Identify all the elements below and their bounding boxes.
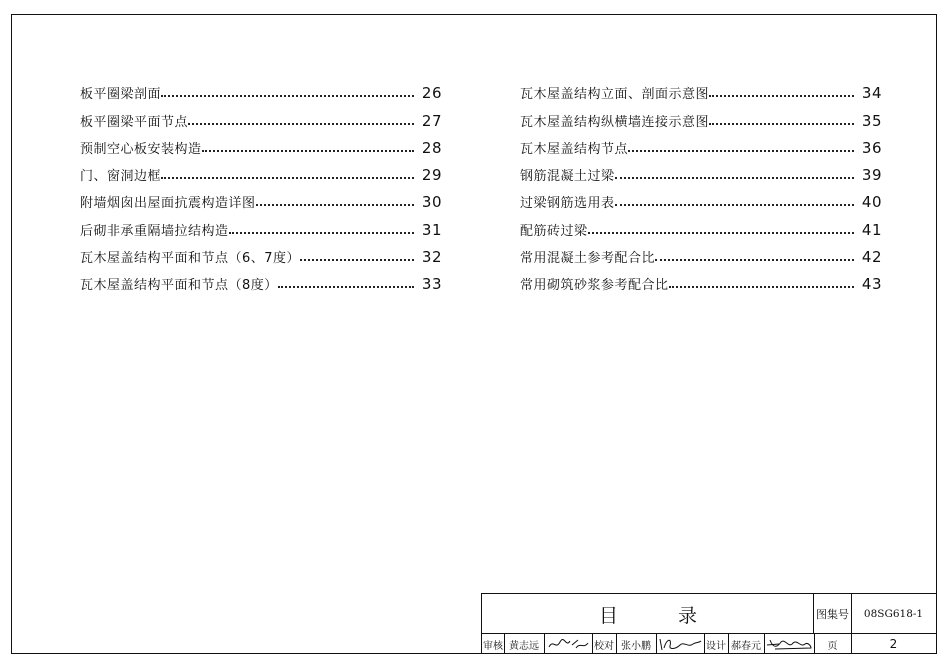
- designer-name: 郝春元: [731, 640, 761, 652]
- toc-leader-dots: [278, 286, 414, 288]
- toc-entry-title: 板平圈梁剖面: [80, 87, 162, 103]
- toc-entry-page: 27: [421, 111, 442, 130]
- title-block-atlas: [814, 594, 936, 634]
- page-number: 2: [889, 637, 898, 651]
- toc-leader-dots: [229, 232, 414, 234]
- toc-entry: [80, 238, 442, 265]
- page-label: 页: [827, 640, 838, 652]
- toc-entry-page: 33: [421, 275, 442, 294]
- toc-entry: [80, 156, 442, 183]
- toc-leader-dots: [655, 259, 854, 261]
- toc-entry: [520, 183, 882, 210]
- checker-signature: [658, 636, 702, 652]
- toc-entry-page: 43: [861, 275, 882, 294]
- toc-leader-dots: [628, 150, 854, 152]
- toc-entry-page: 40: [861, 193, 882, 212]
- toc-leader-dots: [161, 95, 414, 97]
- toc-entry-page: 42: [861, 248, 882, 267]
- toc-leader-dots: [300, 259, 414, 261]
- toc-entry: [520, 129, 882, 156]
- toc-leader-dots: [588, 232, 854, 234]
- toc-right-column: [520, 74, 882, 292]
- toc-leader-dots: [669, 286, 854, 288]
- toc-entry: [520, 238, 882, 265]
- toc-entry: [80, 129, 442, 156]
- toc-left-column: [80, 74, 442, 292]
- toc-leader-dots: [709, 123, 854, 125]
- toc-entry: [520, 210, 882, 237]
- title-block: [481, 593, 937, 654]
- toc-entry-title: 常用混凝土参考配合比: [520, 251, 656, 267]
- toc-entry-title: 配筋砖过梁: [520, 223, 588, 239]
- toc-entry: [80, 74, 442, 101]
- toc-entry-page: 30: [421, 193, 442, 212]
- checker-name: 张小鹏: [621, 640, 651, 652]
- toc-leader-dots: [161, 177, 414, 179]
- reviewer-signature: [546, 636, 590, 652]
- toc-entry-page: 36: [861, 138, 882, 157]
- toc-entry-title: 常用砌筑砂浆参考配合比: [520, 278, 669, 294]
- atlas-label: 图集号: [816, 608, 849, 621]
- toc-entry-title: 瓦木屋盖结构平面和节点（6、7度）: [80, 251, 301, 267]
- toc-entry-page: 32: [421, 248, 442, 267]
- design-label: 设计: [706, 640, 726, 652]
- toc-entry-title: 预制空心板安装构造: [80, 141, 202, 157]
- toc-entry: [80, 210, 442, 237]
- title-block-main: [482, 594, 814, 634]
- toc-entry: [520, 265, 882, 292]
- toc-entry-page: 29: [421, 166, 442, 185]
- designer-signature: [765, 636, 813, 652]
- toc-entry-title: 瓦木屋盖结构纵横墙连接示意图: [520, 114, 710, 130]
- toc-entry-page: 34: [861, 84, 882, 103]
- toc-entry-page: 26: [421, 84, 442, 103]
- toc-entry-title: 瓦木屋盖结构节点: [520, 141, 629, 157]
- toc-entry-page: 35: [861, 111, 882, 130]
- toc-leader-dots: [188, 123, 414, 125]
- toc-leader-dots: [615, 204, 854, 206]
- toc-entry-page: 41: [861, 220, 882, 239]
- toc-leader-dots: [256, 204, 414, 206]
- toc-leader-dots: [202, 150, 414, 152]
- toc-entry-title: 过梁钢筋选用表: [520, 196, 615, 212]
- reviewer-name: 黄志远: [509, 640, 539, 652]
- toc-entry: [520, 156, 882, 183]
- toc-entry-page: 39: [861, 166, 882, 185]
- toc-leader-dots: [615, 177, 854, 179]
- toc-entry: [80, 265, 442, 292]
- atlas-number: 08SG618-1: [863, 608, 924, 620]
- toc-entry: [80, 183, 442, 210]
- toc-entry-title: 附墙烟囱出屋面抗震构造详图: [80, 196, 256, 212]
- check-label: 校对: [594, 640, 614, 652]
- toc-entry: [520, 74, 882, 101]
- toc-entry: [520, 101, 882, 128]
- toc-entry-title: 门、窗洞边框: [80, 169, 162, 185]
- toc-entry-title: 瓦木屋盖结构立面、剖面示意图: [520, 87, 710, 103]
- toc-leader-dots: [709, 95, 854, 97]
- toc-entry-title: 钢筋混凝土过梁: [520, 169, 615, 185]
- toc-entry-page: 31: [421, 220, 442, 239]
- toc-entry-title: 板平圈梁平面节点: [80, 114, 189, 130]
- toc-entry-title: 后砌非承重隔墙拉结构造: [80, 223, 229, 239]
- toc-entry: [80, 101, 442, 128]
- toc-entry-page: 28: [421, 138, 442, 157]
- toc-entry-title: 瓦木屋盖结构平面和节点（8度）: [80, 278, 278, 294]
- review-label: 审核: [483, 640, 503, 652]
- title-block-signatures: [482, 634, 936, 654]
- drawing-title: 目录: [598, 604, 757, 627]
